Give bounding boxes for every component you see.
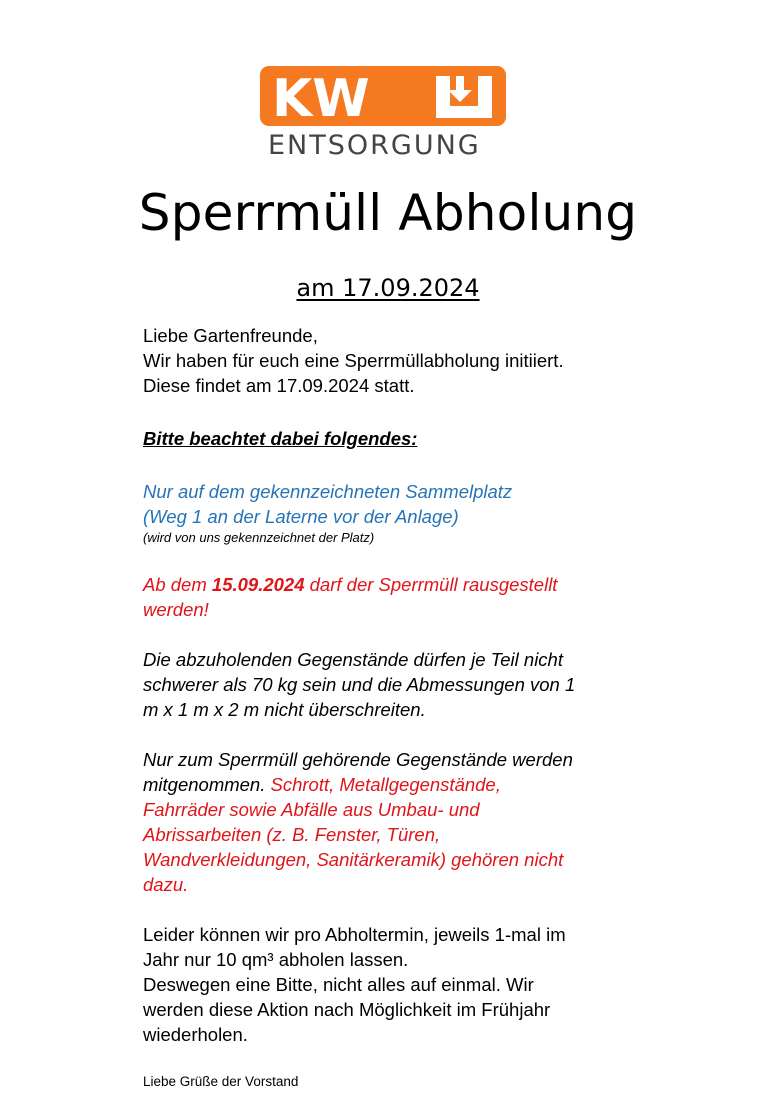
- logo-subtitle: ENTSORGUNG: [268, 130, 481, 161]
- date-line: [0, 270, 776, 306]
- limits-line-2: schwerer als 70 kg sein und die Abmessungen von 1: [143, 674, 576, 695]
- items-line-6: dazu.: [143, 874, 189, 895]
- intro-line-3: Diese findet am 17.09.2024 statt.: [143, 375, 415, 396]
- page-title: Sperrmüll Abholung: [138, 184, 638, 242]
- letter-body: [143, 323, 663, 1092]
- date-text: am 17.09.2024: [296, 274, 480, 302]
- intro-line-2: Wir haben für euch eine Sperrmüllabholung initiiert.: [143, 350, 564, 371]
- start-line-1: [143, 572, 663, 597]
- items-line-2-red: Schrott, Metallgegenstände,: [270, 774, 501, 795]
- closing-line-2: Jahr nur 10 qm³ abholen lassen.: [143, 949, 409, 970]
- signature: Liebe Grüße der Vorstand: [143, 1074, 299, 1089]
- items-line-2-black: mitgenommen.: [143, 774, 271, 795]
- kwu-logo-mark: [260, 66, 506, 126]
- start-date: 15.09.2024: [211, 574, 305, 595]
- notice-heading: Bitte beachtet dabei folgendes:: [143, 428, 418, 449]
- closing-line-1: Leider können wir pro Abholtermin, jeweils 1-mal im: [143, 924, 566, 945]
- intro-greeting: Liebe Gartenfreunde,: [143, 325, 318, 346]
- closing-line-3: Deswegen eine Bitte, nicht alles auf einmal. Wir: [143, 974, 534, 995]
- location-note: (wird von uns gekennzeichnet der Platz): [143, 530, 375, 545]
- closing-line-4: werden diese Aktion nach Möglichkeit im Frühjahr: [143, 999, 551, 1020]
- items-line-4: Abrissarbeiten (z. B. Fenster, Türen,: [143, 824, 441, 845]
- start-line-2: werden!: [143, 599, 209, 620]
- location-line-1: Nur auf dem gekennzeichneten Sammelplatz: [143, 481, 513, 502]
- items-line-1: Nur zum Sperrmüll gehörende Gegenstände werden: [143, 749, 573, 770]
- items-line-2: [143, 772, 663, 797]
- start-suffix: darf der Sperrmüll rausgestellt: [304, 574, 558, 595]
- limits-line-1: Die abzuholenden Gegenstände dürfen je Teil nicht: [143, 649, 563, 670]
- logo-letters: KW: [272, 69, 370, 126]
- start-prefix: Ab dem: [143, 574, 212, 595]
- items-line-5: Wandverkleidungen, Sanitärkeramik) gehören nicht: [143, 849, 564, 870]
- closing-line-5: wiederholen.: [143, 1024, 248, 1045]
- limits-line-3: m x 1 m x 2 m nicht überschreiten.: [143, 699, 426, 720]
- items-line-3: Fahrräder sowie Abfälle aus Umbau- und: [143, 799, 480, 820]
- location-line-2: (Weg 1 an der Laterne vor der Anlage): [143, 506, 459, 527]
